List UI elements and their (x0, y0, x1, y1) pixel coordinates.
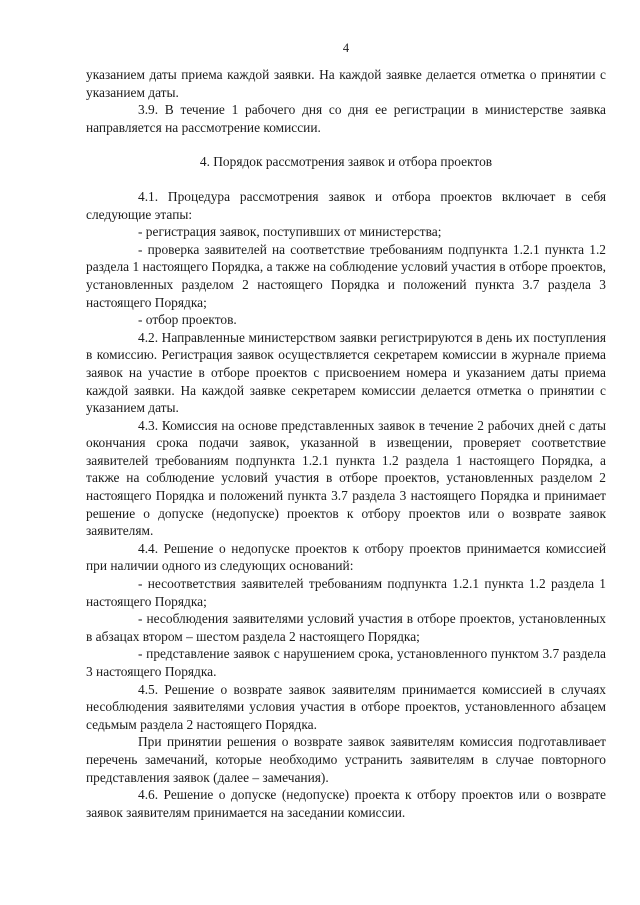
page-number: 4 (342, 41, 350, 55)
paragraph-4-1: 4.1. Процедура рассмотрения заявок и отбора проектов включает в себя следующие этапы: (86, 188, 606, 222)
list-item-registration: - регистрация заявок, поступивших от министерства; (138, 224, 442, 240)
document-body (86, 66, 606, 821)
section-heading: 4. Порядок рассмотрения заявок и отбора проектов (199, 154, 493, 170)
paragraph-continuation: указанием даты приема каждой заявки. На каждой заявке делается отметка о принятии с указанием даты. (86, 67, 606, 100)
paragraph-4-3: 4.3. Комиссия на основе представленных заявок в течение 2 рабочих дней с даты окончания срока подачи заявок, указанной в извещении, проверяет соответствие заявителей требованиям подпункта 1.2.1 пункта 1.2 раздела 1 настоящего Порядка, а также на соблюдение условий участия в отборе проектов, установленных разделом 2 настоящего Порядка и положений пункта 3.7 раздела 3 настоящего Порядка и принимает решение о допуске (недопуске) проектов к отбору проектов или о возврате заявок заявителям. (86, 417, 606, 539)
paragraph-4-4: 4.4. Решение о недопуске проектов к отбору проектов принимается комиссией при наличии одного из следующих оснований: (86, 540, 606, 574)
document-page (86, 0, 606, 905)
list-item-selection: - отбор проектов. (138, 312, 237, 328)
list-item-noncompliance: - несоблюдения заявителями условий участия в отборе проектов, установленных в абзацах втором – шестом раздела 2 настоящего Порядка; (86, 611, 606, 644)
list-item-verification: - проверка заявителей на соответствие требованиям подпункта 1.2.1 пункта 1.2 раздела 1 настоящего Порядка, а также на соблюдение условий участия в отборе проектов, установленных разделом 2 настоящего Порядка и положений пункта 3.7 раздела 3 настоящего Порядка; (86, 241, 606, 310)
list-item-late-submission: - представление заявок с нарушением срока, установленного пунктом 3.7 раздела 3 настоящего Порядка. (86, 646, 606, 679)
paragraph-3-9: 3.9. В течение 1 рабочего дня со дня ее регистрации в министерстве заявка направляется на рассмотрение комиссии. (86, 102, 606, 135)
paragraph-4-2: 4.2. Направленные министерством заявки регистрируются в день их поступления в комиссию. Регистрация заявок осуществляется секретарем комиссии в журнале приема заявок на участие в отборе проектов с присвоением номера и указанием даты приема каждой заявки. На каждой заявке секретарем комиссии делается отметка о принятии с указанием даты. (86, 329, 606, 416)
list-item-nonconformity: - несоответствия заявителей требованиям подпункта 1.2.1 пункта 1.2 раздела 1 настоящего Порядка; (86, 576, 606, 609)
paragraph-4-5: 4.5. Решение о возврате заявок заявителям принимается комиссией в случаях несоблюдения заявителями условия участия в отборе проектов, установленного абзацем седьмым раздела 2 настоящего Порядка. (86, 681, 606, 732)
paragraph-4-6: 4.6. Решение о допуске (недопуске) проекта к отбору проектов или о возврате заявок заявителям принимается на заседании комиссии. (86, 787, 606, 820)
paragraph-remarks: При принятии решения о возврате заявок заявителям комиссия подготавливает перечень замечаний, которые необходимо устранить заявителям в случае повторного представления заявок (далее – замечания). (86, 734, 606, 785)
